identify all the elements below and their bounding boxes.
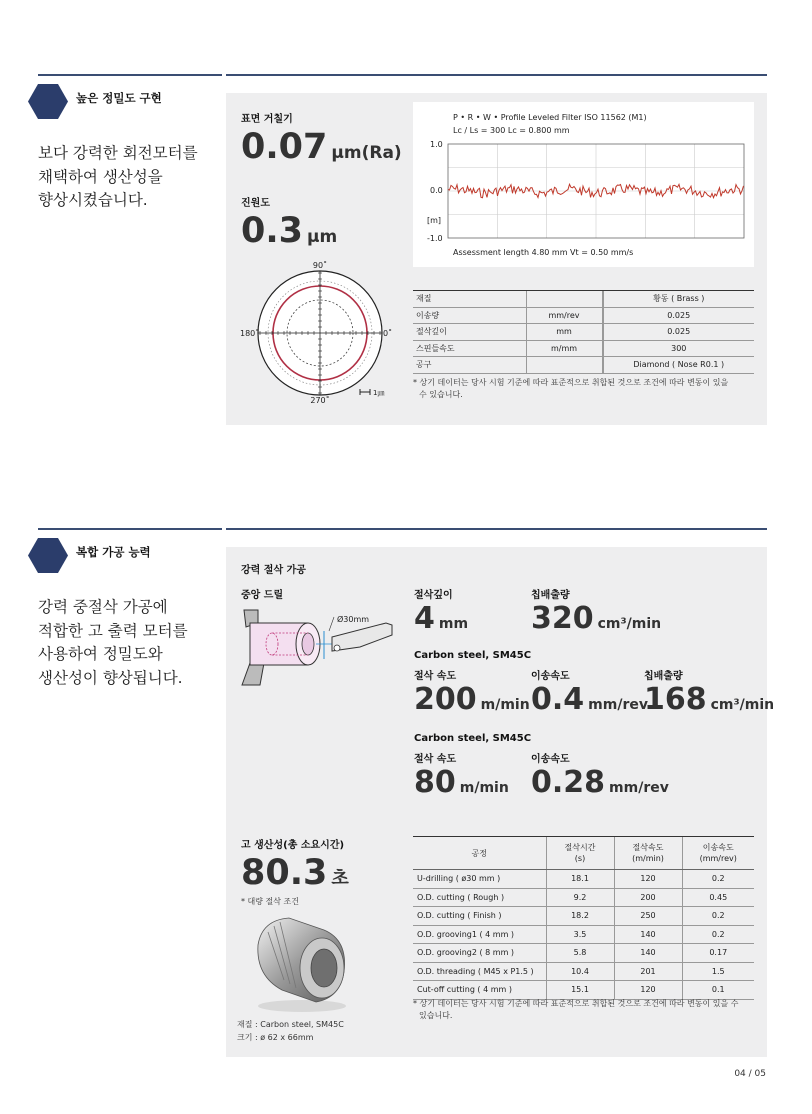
speed1-value: 200 m/min	[414, 682, 530, 717]
profile-header2: Lc / Ls = 300 Lc = 0.800 mm	[453, 126, 570, 135]
drill-illustration	[236, 605, 396, 690]
machined-part-image	[244, 910, 359, 1015]
profile-grid	[448, 144, 744, 238]
polar-label-top: 90˚	[312, 261, 328, 270]
section1-footnote: * 상기 데이터는 당사 시험 기준에 따라 표준적으로 취합된 것으로 조건에 따라 변동이 있을 수 있습니다.	[413, 378, 729, 399]
productivity-note: * 대량 절삭 조건	[241, 897, 299, 906]
section2-intro: 강력 중절삭 가공에 적합한 고 출력 모터를 사용하여 정밀도와 생산성이 향상됩니다.	[38, 598, 188, 687]
section2-rule-left	[38, 528, 222, 530]
table-header-row: 공정 절삭시간 (s) 절삭속도 (m/min) 이송속도 (mm/rev)	[413, 837, 754, 870]
section2-footnote: * 상기 데이터는 당사 시험 기준에 따라 표준적으로 취합된 것으로 조건에 따라 변동이 있을 수 있습니다.	[413, 999, 739, 1020]
heavy-cutting-title: 강력 절삭 가공	[241, 565, 306, 576]
table-row: 절삭깊이 mm 0.025	[413, 324, 754, 341]
section1-hexagon-icon	[28, 84, 68, 119]
table-row: O.D. grooving2 ( 8 mm ) 5.8 140 0.17	[413, 944, 754, 963]
speed2-label: 절삭 속도	[414, 754, 457, 765]
table-row: O.D. grooving1 ( 4 mm ) 3.5 140 0.2	[413, 925, 754, 944]
process-table	[413, 836, 754, 1000]
chip2-value: 168 cm³/min	[644, 682, 775, 717]
depth-value: 4 mm	[414, 601, 469, 636]
roundness-polar-chart	[234, 258, 404, 410]
profile-y-unit: [m]	[427, 216, 442, 225]
table-row: O.D. threading ( M45 x P1.5 ) 10.4 201 1.5	[413, 962, 754, 981]
profile-y-top: 1.0	[430, 140, 443, 149]
roundness-label: 진원도	[241, 198, 270, 209]
table-row: Cut-off cutting ( 4 mm ) 15.1 120 0.1	[413, 981, 754, 1000]
speed2-value: 80 m/min	[414, 765, 509, 800]
chip1-label: 칩배출량	[531, 590, 570, 601]
table-row: 재질 황동 ( Brass )	[413, 291, 754, 308]
table-row: 공구 Diamond ( Nose R0.1 )	[413, 357, 754, 374]
productivity-label: 고 생산성(총 소요시간)	[241, 840, 345, 851]
profile-y-mid: 0.0	[430, 186, 443, 195]
material1-label: Carbon steel, SM45C	[414, 650, 532, 661]
table-row: O.D. cutting ( Finish ) 18.2 250 0.2	[413, 907, 754, 926]
polar-scale-label: 1㎛	[373, 389, 385, 397]
leader-line	[329, 617, 334, 631]
polar-label-left: 180˚	[240, 329, 260, 338]
drill-diameter-label: Ø30mm	[337, 615, 370, 624]
productivity-value: 80.3 초	[241, 853, 349, 893]
section2-title: 복합 가공 능력	[76, 545, 151, 559]
table-row: 스핀들속도 m/mm 300	[413, 340, 754, 357]
profile-chart	[413, 102, 754, 267]
section1-title: 높은 정밀도 구현	[76, 91, 162, 105]
profile-footer: Assessment length 4.80 mm Vt = 0.50 mm/s	[453, 248, 634, 257]
chuck-jaw-bottom-icon	[242, 663, 264, 685]
polar-label-bottom: 270˚	[310, 396, 330, 405]
section1-rule-right	[226, 74, 767, 76]
feed1-value: 0.4 mm/rev	[531, 682, 648, 717]
depth-label: 절삭깊이	[414, 590, 453, 601]
polar-label-right: 0˚	[383, 329, 393, 338]
feed2-label: 이송속도	[531, 754, 570, 765]
part-bore	[311, 949, 337, 987]
roundness-value: 0.3 μm	[241, 211, 338, 251]
drill-insert-icon	[334, 645, 340, 651]
part-shadow	[258, 1000, 346, 1012]
roughness-value: 0.07 μm(Ra)	[241, 127, 402, 167]
material2-label: Carbon steel, SM45C	[414, 733, 532, 744]
workpiece-bore	[302, 633, 314, 655]
feed2-value: 0.28 mm/rev	[531, 765, 669, 800]
feed1-label: 이송속도	[531, 671, 570, 682]
drill-tool-icon	[332, 623, 392, 651]
chip1-value: 320 cm³/min	[531, 601, 662, 636]
cutting-conditions-table	[413, 290, 754, 374]
table-row: U-drilling ( ø30 mm ) 18.1 120 0.2	[413, 870, 754, 889]
section2-rule-right	[226, 528, 767, 530]
page-number: 04 / 05	[734, 1069, 766, 1079]
center-drill-label: 중앙 드릴	[241, 590, 284, 601]
section1-rule-left	[38, 74, 222, 76]
profile-y-bottom: -1.0	[427, 234, 443, 243]
table-row: 이송량 mm/rev 0.025	[413, 307, 754, 324]
speed1-label: 절삭 속도	[414, 671, 457, 682]
profile-header1: P • R • W • Profile Leveled Filter ISO 11562 (M1)	[453, 113, 647, 122]
section1-intro: 보다 강력한 회전모터를 채택하여 생산성을 향상시켰습니다.	[38, 144, 198, 209]
table-row: O.D. cutting ( Rough ) 9.2 200 0.45	[413, 888, 754, 907]
part-material: 재질 : Carbon steel, SM45C	[237, 1020, 344, 1029]
roughness-label: 표면 거칠기	[241, 114, 293, 125]
section2-hexagon-icon	[28, 538, 68, 573]
chip2-label: 칩배출량	[644, 671, 683, 682]
part-size: 크기 : ø 62 x 66mm	[237, 1033, 314, 1042]
